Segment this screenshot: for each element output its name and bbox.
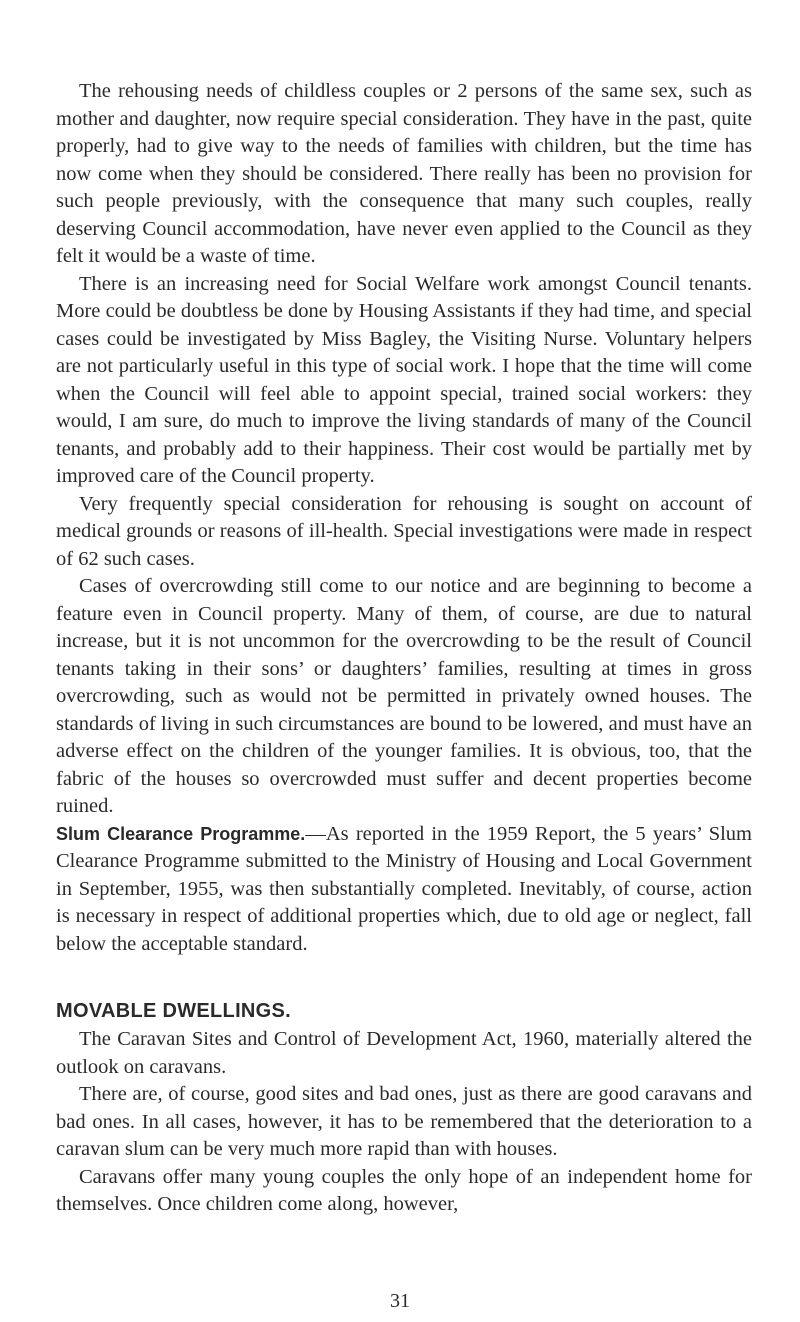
paragraph-slum-clearance [56, 821, 752, 959]
paragraph-childless-couples: The rehousing needs of childless couples or 2 persons of the same sex, such as mother and daughter, now require special consideration. They have in the past, quite properly, had to give way to the needs of families with children, but the time has now come when they should be considered. There really has been no provision for such people previously, with the consequence that many such couples, really deserving Council accommodation, have never even applied to the Council as they felt it would be a waste of time. [56, 80, 752, 267]
movable-dwellings-section [56, 1026, 752, 1219]
paragraph-caravan-act: The Caravan Sites and Control of Development Act, 1960, materially altered the outlook on caravans. [56, 1028, 752, 1078]
paragraph-medical-grounds: Very frequently special consideration for rehousing is sought on account of medical grounds or reasons of ill-health. Special investigations were made in respect of 62 such cases. [56, 492, 752, 570]
paragraph-overcrowding: Cases of overcrowding still come to our notice and are beginning to become a feature even in Council property. Many of them, of course, are due to natural increase, but it is not uncommon for the overcrowding to be the result of Council tenants taking in their sons’ or daughters’ families, resulting at times in gross overcrowding, such as would not be permitted in privately owned houses. The standards of living in such circumstances are bound to be lowered, and must have an adverse effect on the children of the younger families. It is obvious, too, that the fabric of the houses so overcrowded must suffer and decent properties become ruined. [56, 575, 752, 817]
page-number: 31 [390, 1290, 410, 1312]
slum-clearance-heading: Slum Clearance Programme. [56, 823, 306, 844]
housing-section [56, 78, 752, 958]
movable-dwellings-heading: MOVABLE DWELLINGS. [56, 1000, 292, 1022]
document-page [56, 78, 752, 1219]
paragraph-young-couples: Caravans offer many young couples the only hope of an independent home for themselves. Once children come along, however, [56, 1165, 752, 1215]
paragraph-good-bad-sites: There are, of course, good sites and bad ones, just as there are good caravans and bad ones. In all cases, however, it has to be remembered that the deterioration to a caravan slum can be very much more rapid than with houses. [56, 1083, 752, 1160]
slum-clearance-text: —As reported in the 1959 Report, the 5 years’ Slum Clearance Programme submitted to the Ministry of Housing and Local Government in September, 1955, was then substantially completed. Inevitably, of course, action is necessary in respect of additional properties which, due to old age or neglect, fall below the acceptable standard. [56, 822, 752, 955]
paragraph-social-welfare: There is an increasing need for Social Welfare work amongst Council tenants. More could be doubtless be done by Housing Assistants if they had time, and special cases could be investigated by Miss Bagley, the Visiting Nurse. Voluntary helpers are not particularly useful in this type of social work. I hope that the time will come when the Council will feel able to appoint special, trained social workers: they would, I am sure, do much to improve the living standards of many of the Council tenants, and probably add to their happiness. Their cost would be partially met by improved care of the Council property. [56, 272, 752, 487]
